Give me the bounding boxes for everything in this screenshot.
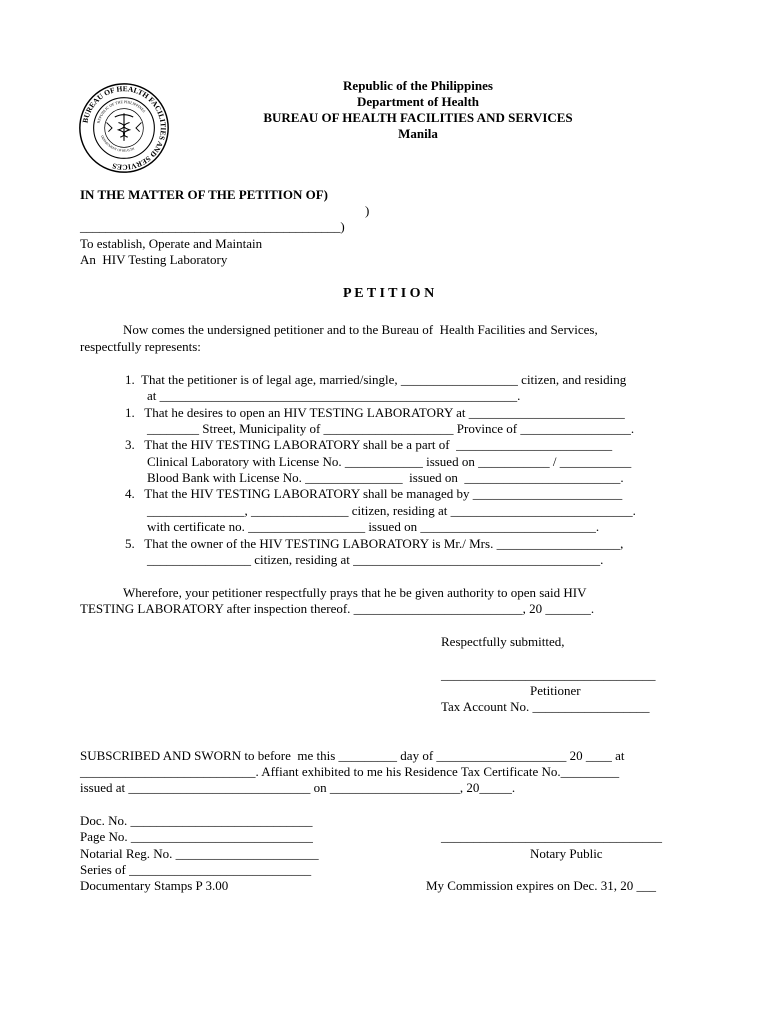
item-1-line-1: 1. That the petitioner is of legal age, married/single, __________________ citizen, and residing	[125, 372, 627, 387]
jurat-line-2: ___________________________. Affiant exhibited to me his Residence Tax Certificate No._________	[80, 764, 620, 779]
item-4-line-3: with certificate no. __________________ issued on ___________________________.	[147, 519, 600, 534]
caption-hiv-lab: An HIV Testing Laboratory	[80, 252, 228, 267]
series-of: Series of ____________________________	[80, 862, 312, 877]
caption-establish: To establish, Operate and Maintain	[80, 236, 263, 251]
caption-paren: )	[365, 203, 370, 218]
item-4-line-1: 4. That the HIV TESTING LABORATORY shall be managed by _______________________	[125, 486, 623, 501]
notary-public-label: Notary Public	[530, 846, 603, 861]
item-1-line-2: at _______________________________________________________.	[147, 388, 521, 403]
item-3-line-1: 3. That the HIV TESTING LABORATORY shall be a part of ________________________	[125, 437, 613, 452]
petitioner-signature-line: _________________________________	[441, 667, 656, 682]
item-3-line-3: Blood Bank with License No. _______________ issued on ________________________.	[147, 470, 624, 485]
respectfully-submitted: Respectfully submitted,	[441, 634, 565, 649]
petitioner-label: Petitioner	[530, 683, 581, 698]
item-2-line-1: 1. That he desires to open an HIV TESTING LABORATORY at ________________________	[125, 405, 625, 420]
header-department: Department of Health	[356, 94, 480, 109]
item-3-line-2: Clinical Laboratory with License No. ____________ issued on ___________ / ___________	[147, 454, 632, 469]
notarial-reg-no: Notarial Reg. No. ______________________	[80, 846, 319, 861]
item-5-line-2: ________________ citizen, residing at ______________________________________.	[147, 552, 604, 567]
page-no: Page No. ____________________________	[80, 829, 313, 844]
seal-inner-text: REPUBLIC OF THE PHILIPPINES	[96, 100, 146, 124]
intro-line-1: Now comes the undersigned petitioner and to the Bureau of Health Facilities and Services,	[123, 322, 598, 337]
item-2-line-2: ________ Street, Municipality of ____________________ Province of _________________.	[147, 421, 635, 436]
documentary-stamps: Documentary Stamps P 3.00	[80, 878, 229, 893]
doc-no: Doc. No. ____________________________	[80, 813, 313, 828]
header-bureau: BUREAU OF HEALTH FACILITIES AND SERVICES	[263, 110, 573, 125]
petition-title: P E T I T I O N	[343, 286, 435, 301]
header-republic: Republic of the Philippines	[343, 78, 493, 93]
caduceus-icon	[115, 113, 133, 141]
prayer-line-2: TESTING LABORATORY after inspection thereof. __________________________, 20 _______.	[80, 601, 595, 616]
jurat-line-1: SUBSCRIBED AND SWORN to before me this _________ day of ____________________ 20 ____ at	[80, 748, 625, 763]
tax-account-no: Tax Account No. __________________	[441, 699, 650, 714]
commission-expires: My Commission expires on Dec. 31, 20 ___	[426, 878, 657, 893]
seal-outer-text: BUREAU OF HEALTH FACILITIES AND SERVICES	[80, 84, 168, 172]
seal-bottom-text: DEPARTMENT OF HEALTH	[99, 134, 136, 153]
caption-matter: IN THE MATTER OF THE PETITION OF)	[80, 187, 329, 202]
intro-line-2: respectfully represents:	[80, 339, 201, 354]
prayer-line-1: Wherefore, your petitioner respectfully prays that he be given authority to open said HIV	[123, 585, 587, 600]
item-4-line-2: _______________, _______________ citizen, residing at ____________________________.	[147, 503, 636, 518]
svg-text:REPUBLIC OF THE PHILIPPINES	[97, 100, 146, 124]
caption-blank-line: _________________________________________)	[80, 219, 345, 234]
jurat-line-3: issued at ____________________________ on ____________________, 20_____.	[80, 780, 516, 795]
bhfs-seal-logo	[78, 82, 170, 174]
notary-signature-line: __________________________________	[441, 829, 662, 844]
item-5-line-1: 5. That the owner of the HIV TESTING LABORATORY is Mr./ Mrs. ___________________,	[125, 536, 624, 551]
svg-text:DEPARTMENT OF HEALTH	[100, 135, 136, 153]
header-city: Manila	[398, 126, 438, 141]
